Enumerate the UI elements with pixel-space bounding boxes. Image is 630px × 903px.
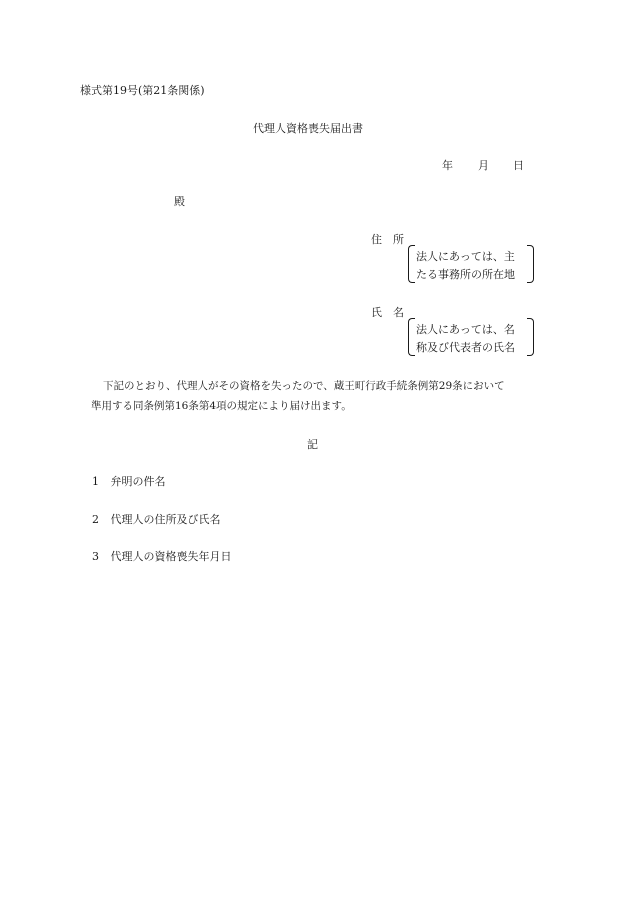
item-text: 弁明の件名	[110, 475, 166, 488]
name-note-line1: 法人にあっては、名	[416, 323, 515, 336]
name-note-bracket	[408, 318, 534, 356]
right-bracket	[527, 318, 534, 356]
address-label: 住 所	[371, 233, 404, 246]
item-text: 代理人の資格喪失年月日	[110, 550, 232, 563]
item-number: 2	[92, 513, 99, 526]
date-day: 日	[513, 159, 524, 172]
list-item	[92, 473, 166, 489]
name-note-line2: 称及び代表者の氏名	[416, 341, 515, 354]
list-item	[92, 548, 232, 564]
left-bracket	[408, 318, 415, 356]
right-bracket	[527, 245, 534, 283]
body-line-2: 準用する同条例第16条第4項の規定により届け出ます。	[91, 400, 352, 412]
addressee-honorific: 殿	[174, 195, 185, 208]
document-title: 代理人資格喪失届出書	[253, 122, 363, 135]
item-number: 3	[92, 550, 99, 563]
date-month: 月	[478, 159, 489, 172]
date-year: 年	[442, 159, 453, 172]
left-bracket	[408, 245, 415, 283]
item-number: 1	[92, 475, 99, 488]
body-line-1: 下記のとおり、代理人がその資格を失ったので、蔵王町行政手続条例第29条において	[103, 380, 505, 392]
form-number: 様式第19号(第21条関係)	[80, 84, 205, 97]
ki-heading: 記	[307, 438, 318, 451]
list-item	[92, 511, 221, 527]
address-note-line2: たる事務所の所在地	[416, 268, 515, 281]
address-note-line1: 法人にあっては、主	[416, 250, 515, 263]
address-note-bracket	[408, 245, 534, 283]
item-text: 代理人の住所及び氏名	[110, 513, 221, 526]
name-label: 氏 名	[371, 306, 404, 319]
